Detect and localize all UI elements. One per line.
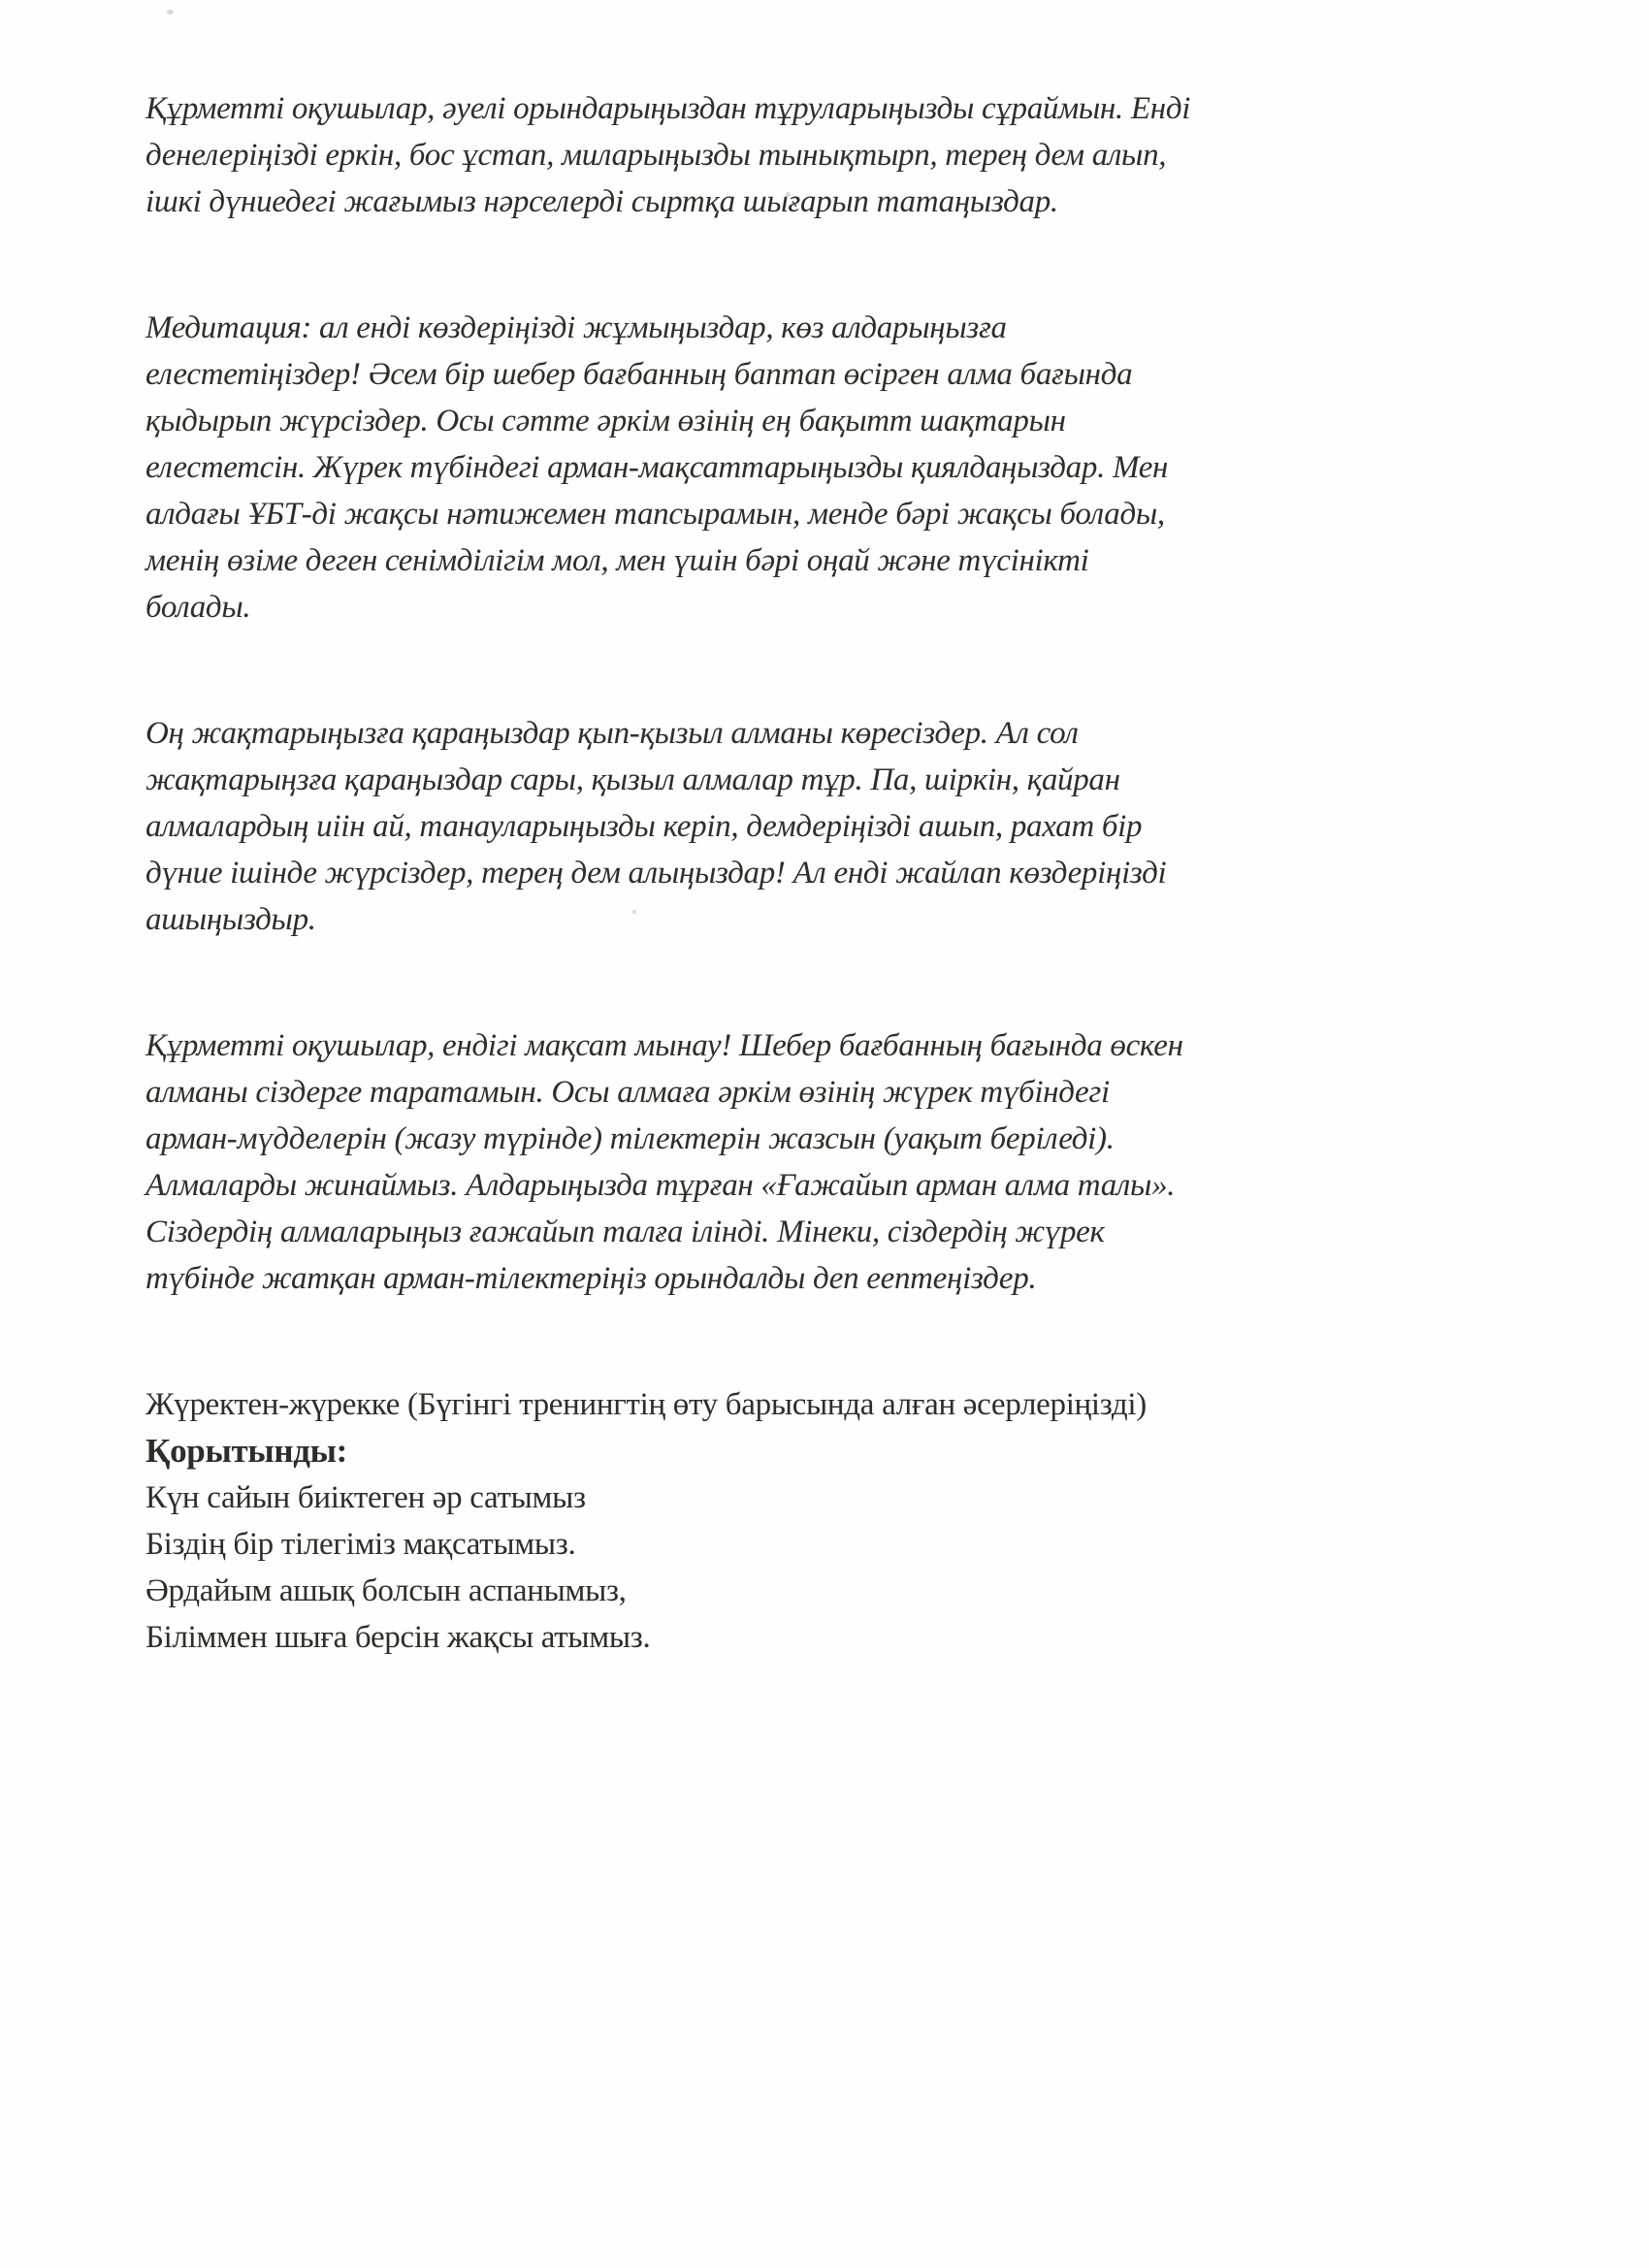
paragraph-goal-task xyxy=(146,1022,1183,1302)
document-line: ашыңыздыр. xyxy=(146,902,316,937)
document-line: Оң жақтарыңызға қараңыздар қып-қызыл алманы көресіздер. Ал сол xyxy=(146,716,1079,751)
document-line: менің өзіме деген сенімділігім мол, мен үшін бәрі оңай және түсінікті xyxy=(146,543,1089,578)
document-line: Құрметті оқушылар, әуелі орындарыңыздан тұруларыңызды сұраймын. Енді xyxy=(146,91,1191,126)
document-line: ішкі дүниедегі жағымыз нәрселерді сыртқа шығарып татаңыздар. xyxy=(146,184,1058,219)
document-line: Біліммен шыға берсін жақсы атымыз. xyxy=(146,1620,651,1655)
document-line: дүние ішінде жүрсіздер, терең дем алыңыздар! Ал енді жайлап көздеріңізді xyxy=(146,856,1167,891)
document-text-block xyxy=(146,85,1191,1661)
document-line: Біздің бір тілегіміз мақсатымыз. xyxy=(146,1527,576,1562)
paragraph-poem xyxy=(146,1474,1183,1661)
document-line: Әрдайым ашық болсын аспанымыз, xyxy=(146,1573,627,1608)
document-line: елестетсін. Жүрек түбіндегі арман-мақсаттарыңызды қиялдаңыздар. Мен xyxy=(146,450,1169,485)
document-line: Жүректен-жүрекке (Бүгінгі тренингтің өту барысында алған әсерлеріңізді) xyxy=(146,1387,1147,1422)
document-line: қыдырып жүрсіздер. Осы сәтте әркім өзінің ең бақытт шақтарын xyxy=(146,404,1066,438)
document-line: жақтарыңзға қараңыздар сары, қызыл алмалар тұр. Па, шіркін, қайран xyxy=(146,762,1120,797)
document-line: елестетіңіздер! Әсем бір шебер бағбанның баптап өсірген алма бағында xyxy=(146,357,1133,392)
document-line: денелеріңізді еркін, бос ұстап, миларыңызды тынықтырп, терең дем алып, xyxy=(146,138,1167,173)
document-line: Құрметті оқушылар, ендігі мақсат мынау! Шебер бағбанның бағында өскен xyxy=(146,1028,1183,1063)
paragraph-heart-to-heart xyxy=(146,1381,1183,1428)
scan-speck xyxy=(167,10,174,15)
paragraph-apples-visualization xyxy=(146,710,1183,943)
conclusion-heading-text: Қорытынды: xyxy=(146,1432,348,1470)
document-line: алманы сіздерге таратамын. Осы алмаға әркім өзінің жүрек түбіндегі xyxy=(146,1075,1110,1110)
paragraph-meditation xyxy=(146,305,1183,631)
document-line: Сіздердің алмаларыңыз ғажайып талға ілінді. Мінеки, сіздердің жүрек xyxy=(146,1215,1105,1249)
paragraph-greeting xyxy=(146,85,1191,225)
conclusion-heading xyxy=(146,1428,1183,1474)
document-line: арман-мүдделерін (жазу түрінде) тілектерін жазсын (уақыт беріледі). xyxy=(146,1121,1115,1156)
document-line: Медитация: ал енді көздеріңізді жұмыңыздар, көз алдарыңызға xyxy=(146,310,1007,345)
document-line: Күн сайын биіктеген әр сатымыз xyxy=(146,1480,586,1515)
document-line: алдағы ҰБТ-ді жақсы нәтижемен тапсырамын, менде бәрі жақсы болады, xyxy=(146,497,1165,532)
document-line: болады. xyxy=(146,590,251,625)
document-line: түбінде жатқан арман-тілектеріңіз орындалды деп еептеңіздер. xyxy=(146,1261,1037,1296)
document-line: Алмаларды жинаймыз. Алдарыңызда тұрған «Ғажайып арман алма талы». xyxy=(146,1168,1176,1203)
document-line: алмалардың иіін ай, танауларыңызды керіп, демдеріңізді ашып, рахат бір xyxy=(146,809,1143,844)
